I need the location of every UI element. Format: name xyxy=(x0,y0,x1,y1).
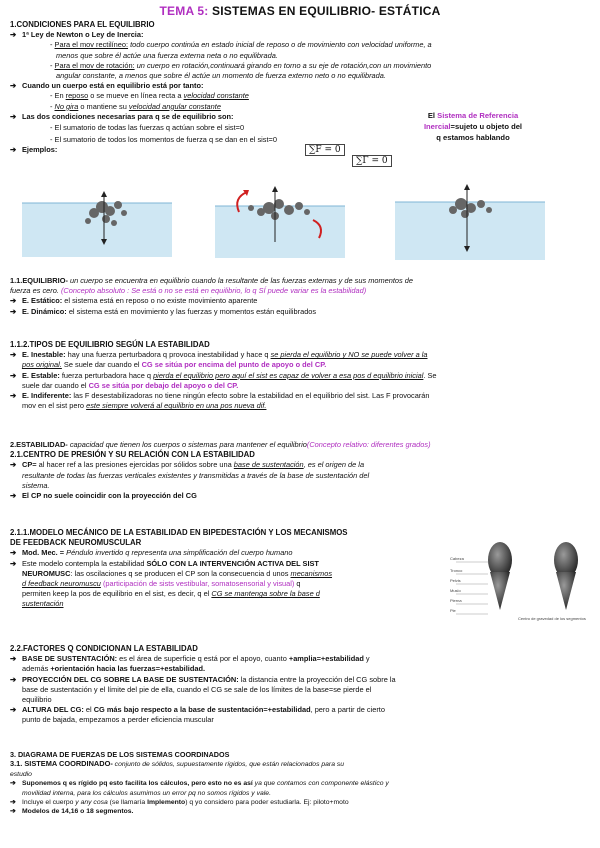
when-2a: No gira xyxy=(54,101,79,111)
equilibrium-def-2: fuerza es cero. xyxy=(10,286,59,296)
section-mechanical-model xyxy=(10,528,440,610)
arrow-icon: ➔ xyxy=(10,306,17,316)
model-4: permiten keep la pos de equilibrio en el sist, es decir, q el xyxy=(22,589,212,599)
projection-2: base de sustentación y el límite del pie de ella, cuando el CG se sale de los límites de la base=se pierde el xyxy=(22,684,372,694)
when-2b: o mantiene su xyxy=(78,101,129,111)
dynamic-label: E. Dinámico: xyxy=(22,306,67,316)
model-2b: NEUROMUSC xyxy=(22,568,71,578)
unstable-1u: se pierda el equilibrio y NO se puede volver a la xyxy=(270,350,428,360)
when-1d: velocidad constante xyxy=(183,91,249,101)
dynamic-text: el sistema está en movimiento y las fuerzas y momentos están equilibrados xyxy=(66,306,317,316)
stable-1u: pierda el equilibrio pero aquí el sist es capaz de volver a esa pos d equilibrio inicial xyxy=(153,370,424,380)
projection-label: PROYECCIÓN DEL CG SOBRE LA BASE DE SUSTENTACIÓN: xyxy=(22,674,239,684)
projection-1: la distancia entre la proyección del CG sobre la xyxy=(238,674,396,684)
model-4u: CG se mantenga sobre la base d xyxy=(211,589,320,599)
cp-1e: , es el origen de la xyxy=(303,460,365,470)
rigid-2: movilidad interna, para los cálculos asumimos un error pq no somos rígidos y vale. xyxy=(22,789,271,797)
model-3e: q xyxy=(294,579,301,589)
figure-label: Pierna xyxy=(450,598,462,603)
arrow-icon: ➔ xyxy=(10,145,17,155)
static-label: E. Estático: xyxy=(22,296,63,306)
arrow-icon: ➔ xyxy=(10,705,17,715)
stable-2: suele dar cuando el xyxy=(22,380,89,390)
arrow-icon: ➔ xyxy=(10,491,17,501)
side-2b: =sujeto u objeto del xyxy=(450,122,523,131)
arrow-icon: ➔ xyxy=(10,780,16,788)
translation-text-2: menos que sobre él actúe una fuerza externa neta o no equilibrada. xyxy=(56,50,278,60)
section-heading: 1.1.2.TIPOS DE EQUILIBRIO SEGÚN LA ESTABILIDAD xyxy=(10,340,210,349)
unstable-1: hay una fuerza perturbadora q provoca inestabilidad y hace q xyxy=(65,350,271,360)
formula-sum-forces: ∑F = 0 xyxy=(305,144,345,156)
includes-2: (se llamaría xyxy=(107,799,148,807)
examples-label: Ejemplos: xyxy=(22,145,58,155)
models-text: Modelos de 14,16 o 18 segmentos. xyxy=(22,808,134,816)
figure-label: Tronco xyxy=(450,568,463,573)
example-image-1 xyxy=(22,185,172,257)
system-def-1: conjunto de sólidos, supuestamente rígidos, que están relacionados para su xyxy=(112,761,345,769)
cp-2: resultante de todas las fuerzas verticales existentes y transmitidas a través de la base de sustentación del xyxy=(22,470,370,480)
inverted-pendulum-figure xyxy=(448,540,596,622)
when-1a: En xyxy=(54,91,66,101)
stable-2p: CG se sitúa por debajo del apoyo o del CP. xyxy=(88,380,239,390)
includes-3: ) q yo considero para poder estudiarla. Ej: piloto+moto xyxy=(185,799,349,807)
figure-label: Pelvis xyxy=(450,578,461,583)
base-1: es el área de superficie q está por el apoyo, cuanto xyxy=(117,654,289,664)
section-heading: 2.2.FACTORES Q CONDICIONAN LA ESTABILIDAD xyxy=(10,644,198,653)
stable-1e: . Se xyxy=(423,370,437,380)
reference-frame-note xyxy=(398,110,548,143)
static-text: el sistema está en reposo o no existe movimiento aparente xyxy=(62,296,258,306)
model-2: : las oscilaciones q se producen el CP son la consecuencia d unos xyxy=(70,568,291,578)
rotation-label: Para el mov de rotación: xyxy=(54,60,135,70)
page-title xyxy=(0,4,600,18)
side-2a: Inercial xyxy=(423,122,451,131)
section-heading: 1.CONDICIONES PARA EL EQUILIBRIO xyxy=(10,20,155,29)
when-1b: reposo xyxy=(65,91,89,101)
diagram-heading: 3. DIAGRAMA DE FUERZAS DE LOS SISTEMAS COORDINADOS xyxy=(10,750,230,759)
figure-label: Muslo xyxy=(450,588,461,593)
cp-3: sistema. xyxy=(22,480,50,490)
model-1: Este modelo contempla la estabilidad xyxy=(22,558,147,568)
figure-caption: Centro de gravedad de los segmentos xyxy=(518,616,586,621)
base-2b: +orientación hacia las fuerzas=+estabilidad. xyxy=(50,664,206,674)
section-conditions: 1.CONDICIONES PARA EL EQUILIBRIO ➔ 1ª Ley de Newton o Ley de Inercia: - Para el mov rectilíneo: todo cuerpo continúa en estado inicial de reposo o de movimiento con velocidad uniforme, a menos que sobre él actúe una fuerza externa neta o no equilibrada. - Para el mov de rotación: un cuerpo en rotación,continuará girando en torno a su eje de rotación,con un movimiento angular constante, a menos que sobre él actúe un momento de fuerza externo neto o no equilibrada. ➔ Cuando un cuerpo está en equilibrio está por tanto: - En reposo o se mueve en línea recta a velocidad constante - No gira o mantiene su velocidad angular constante ➔ Las dos condiciones necesarias para q se de equilibrio son: - El sumatorio de todas las fuerzas q actúan sobre el sist=0 - El sumatorio de todos los momentos de fuerza q se dan en el sist=0 ➔ Ejemplos: xyxy=(10,20,432,155)
rotation-text-2: angular constante, a menos que sobre él actúe un momento de fuerza externo neto o no equilibrada. xyxy=(56,71,386,81)
includes-1i: y any cosa xyxy=(75,799,108,807)
arrow-icon: ➔ xyxy=(10,30,17,40)
arrow-icon: ➔ xyxy=(10,81,17,91)
figure-label: Pie xyxy=(450,608,456,613)
condition-moments: El sumatorio de todos los momentos de fuerza q se dan en el sist=0 xyxy=(54,135,277,145)
arrow-icon: ➔ xyxy=(10,558,17,568)
side-1a: El xyxy=(427,111,438,120)
title-prefix: TEMA 5: xyxy=(159,4,209,18)
when-2c: velocidad angular constante xyxy=(128,101,221,111)
section-equilibrium xyxy=(10,276,413,317)
example-image-2 xyxy=(215,182,345,258)
base-1e: y xyxy=(363,654,370,664)
includes-1: Incluye el cuerpo xyxy=(22,799,76,807)
model-2u: mecanismos xyxy=(290,568,333,578)
system-heading: 3.1. SISTEMA COORDINADO- xyxy=(10,759,113,769)
unstable-2p: CG se sitúa por encima del punto de apoyo o del CP. xyxy=(141,360,327,370)
translation-text-1: todo cuerpo continúa en estado inicial de reposo o de movimiento con velocidad uniforme, a xyxy=(130,40,432,50)
projection-3: equilibrio xyxy=(22,695,52,705)
stability-note: (Concepto relativo: diferentes grados) xyxy=(306,440,431,449)
neutral-1: las F desestabilizadoras no tiene ningún efecto sobre la estabilidad en el equilibrio del sist. Las F provocarán xyxy=(71,391,430,401)
two-conditions-title: Las dos condiciones necesarias para q se de equilibrio son: xyxy=(22,111,234,121)
stability-def: capacidad que tienen los cuerpos o sistemas para mantener el equilibrio xyxy=(67,440,307,449)
equilibrium-note: (Concepto absoluto : Se está o no se está en equilibrio, lo q SÍ puede variar es la estabilidad) xyxy=(58,286,367,296)
model-heading-1: 2.1.1.MODELO MECÁNICO DE LA ESTABILIDAD EN BIPEDESTACIÓN Y LOS MECANISMOS xyxy=(10,528,348,537)
cp-note: El CP no suele coincidir con la proyección del CG xyxy=(22,491,197,501)
height-label: ALTURA DEL CG: xyxy=(22,705,84,715)
formula-sum-moments: ∑Γ = 0 xyxy=(352,155,392,167)
condition-forces: El sumatorio de todas las fuerzas q actúan sobre el sist=0 xyxy=(54,123,245,133)
arrow-icon: ➔ xyxy=(10,799,16,807)
cp-1: al hacer ref a las presiones ejercidas por sólidos sobre una xyxy=(36,460,234,470)
section-stability-factors xyxy=(10,644,396,726)
base-label: BASE DE SUSTENTACIÓN: xyxy=(22,654,118,664)
when-1c: o se mueve en línea recta a xyxy=(88,91,184,101)
translation-label: Para el mov rectilíneo: xyxy=(54,40,129,50)
stable-label: E. Estable: xyxy=(22,370,60,380)
section-equilibrium-types xyxy=(10,340,437,411)
equilibrium-num: 1.1.EQUILIBRIO- xyxy=(10,276,68,285)
cp-1u: base de sustentación xyxy=(233,460,304,470)
side-3: q estamos hablando xyxy=(436,133,510,142)
rigid-1: ya que contamos con componente elástico y xyxy=(252,780,389,788)
side-1b: Sistema de Referencia xyxy=(437,111,519,120)
arrow-icon: ➔ xyxy=(10,460,17,470)
title-main: SISTEMAS EN EQUILIBRIO- ESTÁTICA xyxy=(212,4,441,18)
stable-1: fuerza perturbadora hace q xyxy=(59,370,154,380)
arrow-icon: ➔ xyxy=(10,548,17,558)
height-2: punto de bajada, empezamos a perder eficiencia muscular xyxy=(22,715,214,725)
section-force-diagram xyxy=(10,750,389,817)
arrow-icon: ➔ xyxy=(10,296,17,306)
base-1b: +amplia=+estabilidad xyxy=(288,654,364,664)
model-text: Péndulo invertido q representa una simplificación del cuerpo humano xyxy=(64,548,293,558)
model-1b: SÓLO CON LA INTERVENCIÓN ACTIVA DEL SIST xyxy=(146,558,319,568)
equilibrium-def-1: un cuerpo se encuentra en equilibrio cuando la resultante de las fuerzas externas y de sus momentos de xyxy=(67,276,414,285)
model-heading-2: DE FEEDBACK NEUROMUSCULAR xyxy=(10,538,142,548)
arrow-icon: ➔ xyxy=(10,350,17,360)
system-def-2: estudio xyxy=(10,770,32,778)
example-image-3 xyxy=(395,182,545,260)
when-title: Cuando un cuerpo está en equilibrio está por tanto: xyxy=(22,81,204,91)
neutral-2u: este siempre volverá al equilibrio en una pos nueva dif. xyxy=(86,401,267,411)
model-3p: (participación de sists vestibular, somatosensorial y visual) xyxy=(100,579,295,589)
includes-2b: Implemento xyxy=(147,799,186,807)
stability-num: 2.ESTABILIDAD- xyxy=(10,440,68,449)
model-3u: d feedback neuromuscu xyxy=(22,579,101,589)
unstable-2u: pos original. xyxy=(22,360,62,370)
rotation-text-1: un cuerpo en rotación,continuará girando en torno a su eje de rotación,con un movimiento xyxy=(136,60,432,70)
height-1b: CG más bajo respecto a la base de sustentación=+estabilidad xyxy=(93,705,311,715)
rigid-b: Suponemos q es rígido pq esto facilita los cálculos, pero esto no es así xyxy=(22,780,253,788)
cp-label: CP= xyxy=(22,460,37,470)
unstable-label: E. Inestable: xyxy=(22,350,66,360)
height-1e: , pero a partir de cierto xyxy=(310,705,385,715)
neutral-label: E. Indiferente: xyxy=(22,391,72,401)
arrow-icon: ➔ xyxy=(10,391,17,401)
section-stability xyxy=(10,440,431,501)
arrow-icon: ➔ xyxy=(10,808,16,816)
newton-title: 1ª Ley de Newton o Ley de Inercia: xyxy=(22,30,144,40)
model-label: Mod. Mec. = xyxy=(22,548,65,558)
section-heading: 2.1.CENTRO DE PRESIÓN Y SU RELACIÓN CON LA ESTABILIDAD xyxy=(10,450,255,460)
figure-label: Cabeza xyxy=(450,556,464,561)
base-2: además xyxy=(22,664,51,674)
unstable-2: Se suele dar cuando el xyxy=(61,360,142,370)
model-5u: sustentación xyxy=(22,599,64,609)
neutral-2: mov en el sist pero xyxy=(22,401,87,411)
height-1: el xyxy=(83,705,94,715)
arrow-icon: ➔ xyxy=(10,370,17,380)
arrow-icon: ➔ xyxy=(10,111,17,121)
arrow-icon: ➔ xyxy=(10,674,17,684)
arrow-icon: ➔ xyxy=(10,654,17,664)
